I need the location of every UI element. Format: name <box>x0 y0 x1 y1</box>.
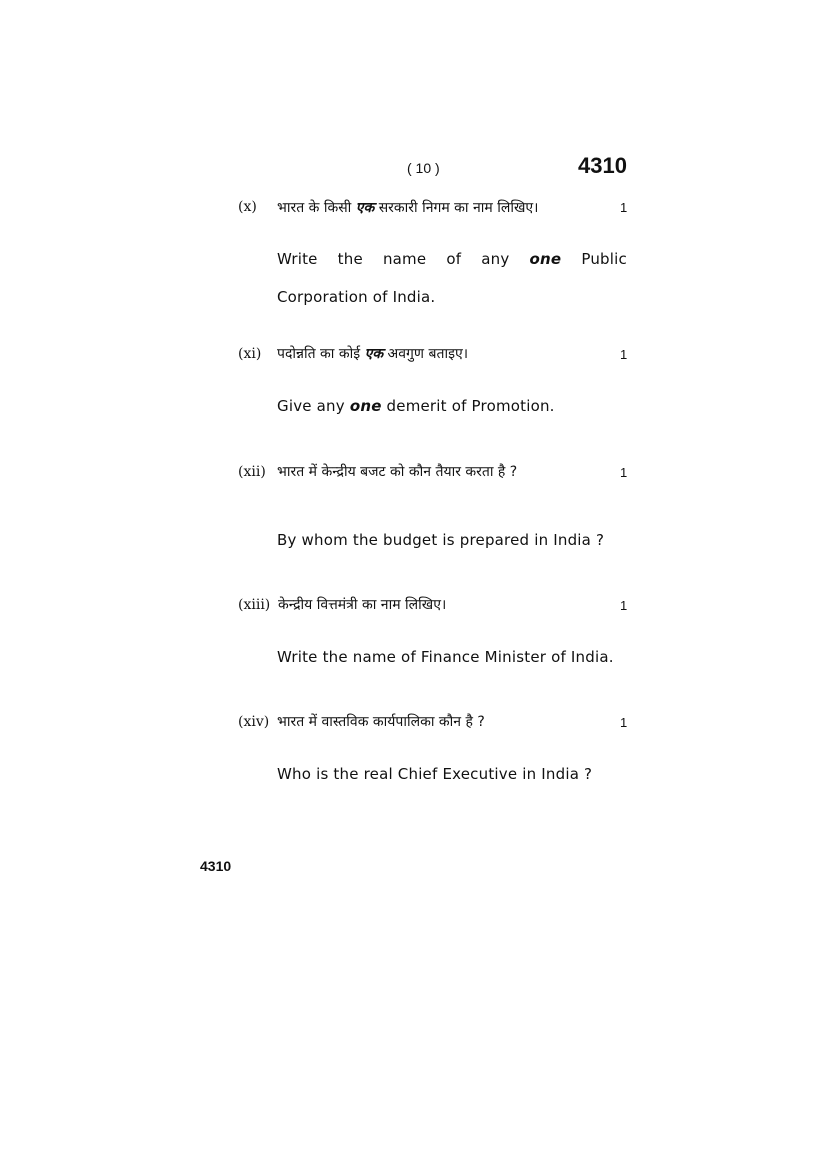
question-english: Who is the real Chief Executive in India ? <box>277 765 593 783</box>
question-hindi <box>277 344 468 363</box>
question-number: (xi) <box>238 346 262 362</box>
question-english-line1 <box>277 250 627 268</box>
marks: 1 <box>620 200 628 215</box>
english-text: Give any <box>277 397 350 415</box>
marks: 1 <box>620 465 628 480</box>
hindi-text: अवगुण बताइए। <box>383 346 468 362</box>
question-english: By whom the budget is prepared in India ? <box>277 531 605 549</box>
english-emphasis: one <box>349 397 382 415</box>
word: any <box>481 250 510 268</box>
question-number: (xii) <box>238 464 266 480</box>
hindi-text: पदोन्नति का कोई <box>277 346 365 362</box>
marks: 1 <box>620 598 628 613</box>
paper-code-footer: 4310 <box>200 858 232 874</box>
question-number: (xiii) <box>238 597 271 613</box>
question-hindi <box>277 198 538 217</box>
hindi-text: सरकारी निगम का नाम लिखिए। <box>374 200 539 216</box>
question-hindi: भारत में वास्तविक कार्यपालिका कौन है ? <box>277 714 485 730</box>
paper-code-header: 4310 <box>578 153 627 178</box>
word: of <box>446 250 462 268</box>
question-number: (x) <box>238 199 257 215</box>
word: Public <box>581 250 627 268</box>
word: Write <box>277 250 318 268</box>
question-number: (xiv) <box>238 714 270 730</box>
page-number: ( 10 ) <box>407 160 440 176</box>
hindi-text: भारत के किसी <box>277 200 356 216</box>
question-english: Write the name of Finance Minister of India. <box>277 648 614 666</box>
question-hindi: भारत में केन्द्रीय बजट को कौन तैयार करता है ? <box>277 464 518 480</box>
word: the <box>337 250 363 268</box>
hindi-emphasis: एक <box>364 346 384 362</box>
marks: 1 <box>620 347 628 362</box>
marks: 1 <box>620 715 628 730</box>
english-text: demerit of Promotion. <box>381 397 555 415</box>
question-hindi: केन्द्रीय वित्तमंत्री का नाम लिखिए। <box>278 597 447 613</box>
word: name <box>382 250 427 268</box>
question-english <box>277 397 555 415</box>
word-emphasis: one <box>529 250 562 268</box>
hindi-emphasis: एक <box>355 200 375 216</box>
question-english-line2: Corporation of India. <box>277 288 436 306</box>
